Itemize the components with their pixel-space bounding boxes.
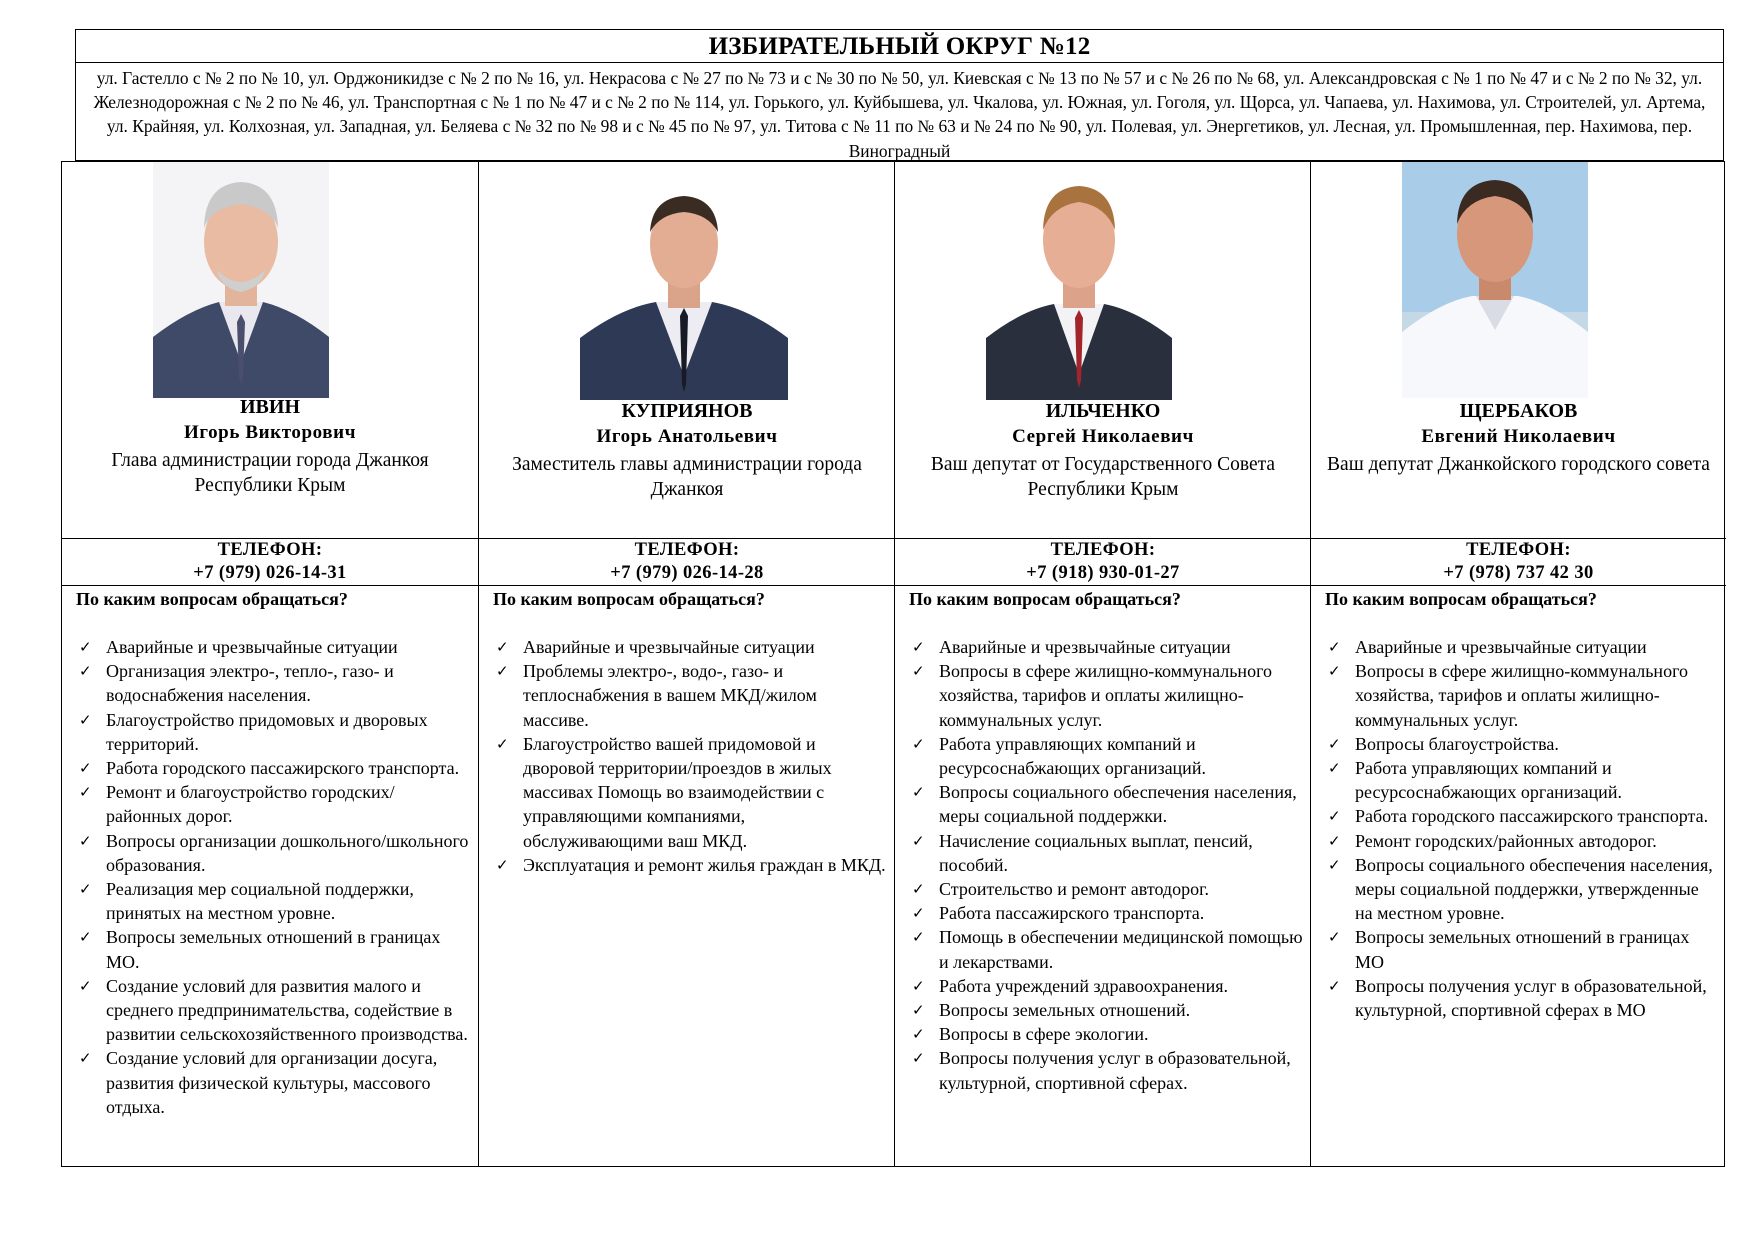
checkmark-icon: ✓ <box>79 880 92 899</box>
checkmark-icon: ✓ <box>79 638 92 656</box>
candidate-card-ilchenko <box>894 162 1311 1166</box>
issue-item: ✓ Аварийные и чрезвычайные ситуации <box>909 635 1303 659</box>
issue-item: ✓ Работа управляющих компаний и ресурсоснабжающих организаций. <box>1328 758 1622 803</box>
checkmark-icon: ✓ <box>912 1049 925 1068</box>
candidate-photo <box>1402 162 1588 398</box>
checkmark-icon: ✓ <box>1328 928 1341 947</box>
candidate-given-name: Игорь Анатольевич <box>596 426 778 447</box>
checkmark-icon: ✓ <box>79 759 92 778</box>
phone-number: +7 (979) 026-14-31 <box>193 563 347 583</box>
candidate-card-ivin <box>62 162 478 1166</box>
candidate-surname: КУПРИЯНОВ <box>621 400 753 422</box>
checkmark-icon: ✓ <box>79 783 92 802</box>
candidate-position: Заместитель главы администрации города Джанкоя <box>512 454 862 500</box>
issues-block <box>62 586 478 1119</box>
candidate-given-name: Сергей Николаевич <box>1012 426 1194 447</box>
phone-number: +7 (978) 737 42 30 <box>1443 563 1594 583</box>
issue-item: ✓ Работа городского пассажирского транспорта. <box>76 756 470 780</box>
issue-item: ✓ Работа пассажирского транспорта. <box>909 901 1303 925</box>
checkmark-icon: ✓ <box>496 662 509 681</box>
issue-item: ✓ Аварийные и чрезвычайные ситуации <box>1325 635 1718 659</box>
phone-label: ТЕЛЕФОН: <box>1050 540 1156 560</box>
checkmark-icon: ✓ <box>496 638 509 656</box>
issues-block <box>1311 586 1726 1022</box>
candidate-surname: ЩЕРБАКОВ <box>1459 400 1578 422</box>
issues-title: По каким вопросам обращаться? <box>493 589 765 609</box>
checkmark-icon: ✓ <box>912 662 925 681</box>
issue-item: ✓ Работа учреждений здравоохранения. <box>909 974 1303 998</box>
candidate-name-block <box>479 398 895 502</box>
issue-item: ✓ Создание условий для развития малого и среднего предпринимательства, содействие в развитии сельскохозяйственного производства. <box>79 975 468 1045</box>
checkmark-icon: ✓ <box>912 904 925 923</box>
issues-list <box>76 635 470 1119</box>
checkmark-icon: ✓ <box>912 783 925 802</box>
issue-item: ✓ Строительство и ремонт автодорог. <box>909 877 1303 901</box>
issue-item: ✓ Эксплуатация и ремонт жилья граждан в МКД. <box>493 853 887 877</box>
candidate-name-block <box>895 398 1311 502</box>
checkmark-icon: ✓ <box>912 831 925 850</box>
candidate-photo <box>986 166 1172 400</box>
issue-item: ✓ Вопросы земельных отношений. <box>909 998 1303 1022</box>
issue-item: ✓ Вопросы в сфере жилищно-коммунального хозяйства, тарифов и оплаты жилищно-коммунальных услуг. <box>912 661 1272 730</box>
checkmark-icon: ✓ <box>79 710 92 729</box>
phone-label: ТЕЛЕФОН: <box>1466 540 1571 560</box>
issue-item: ✓ Работа управляющих компаний и ресурсоснабжающих организаций. <box>912 733 1206 779</box>
district-streets: ул. Гастелло с № 2 по № 10, ул. Орджоникидзе с № 2 по № 16, ул. Некрасова с № 27 по № 73 и с № 30 по № 50, ул. Киевская с № 13 по № 57 и с № 26 по № 68, ул. Александровская с № 1 по № 47 и с № 2 по № 32, ул. Железнодорожная с № 2 по № 46, ул. Транспортная с № 1 по № 47 и с № 2 по № 114, ул. Горького, ул. Куйбышева, ул. Чкалова, ул. Южная, ул. Гоголя, ул. Щорса, ул. Чапаева, ул. Нахимова, ул. Строителей, ул. Артема, ул. Крайняя, ул. Колхозная, ул. Западная, ул. Беляева с № 32 по № 98 и с № 45 по № 97, ул. Титова с № 11 по № 63 и № 24 по № 90, ул. Полевая, ул. Энергетиков, ул. Лесная, ул. Промышленная, пер. Нахимова, пер. Виноградный <box>93 68 1706 161</box>
candidate-given-name: Игорь Викторович <box>183 422 357 443</box>
issues-block <box>895 586 1311 1095</box>
phone-label: ТЕЛЕФОН: <box>634 540 740 560</box>
phone-block <box>1311 538 1726 586</box>
issue-item: ✓ Вопросы в сфере экологии. <box>909 1022 1303 1046</box>
checkmark-icon: ✓ <box>79 662 92 681</box>
issues-list <box>909 635 1303 1095</box>
candidate-position: Ваш депутат от Государственного Совета Республики Крым <box>930 454 1276 500</box>
checkmark-icon: ✓ <box>912 880 925 899</box>
issue-item: ✓ Работа городского пассажирского транспорта. <box>1325 804 1718 828</box>
issue-item: ✓ Благоустройство вашей придомовой и дворовой территории/проездов в жилых массивах Помощь во взаимодействии с управляющими компаниями, обслуживающими ваш МКД. <box>496 733 832 851</box>
issue-item: ✓ Помощь в обеспечении медицинской помощью и лекарствами. <box>912 927 1303 972</box>
checkmark-icon: ✓ <box>496 734 509 753</box>
checkmark-icon: ✓ <box>1328 831 1341 850</box>
phone-label: ТЕЛЕФОН: <box>217 540 323 560</box>
issue-item: ✓ Начисление социальных выплат, пенсий, пособий. <box>912 830 1253 875</box>
issue-item: ✓ Вопросы получения услуг в образовательной, культурной, спортивной сферах. <box>912 1048 1291 1093</box>
checkmark-icon: ✓ <box>1328 976 1341 995</box>
candidate-position: Глава администрации города Джанкоя Республики Крым <box>111 450 429 496</box>
candidates-table <box>61 161 1725 1167</box>
issue-item: ✓ Вопросы в сфере жилищно-коммунального хозяйства, тарифов и оплаты жилищно-коммунальных услуг. <box>1328 661 1688 730</box>
candidate-card-shcherbakov <box>1310 162 1726 1166</box>
candidate-surname: ИВИН <box>239 396 300 418</box>
checkmark-icon: ✓ <box>912 1025 925 1044</box>
checkmark-icon: ✓ <box>912 976 925 995</box>
issues-list <box>493 635 887 877</box>
issue-item: ✓ Создание условий для организации досуга, развития физической культуры, массового отдыха. <box>79 1048 438 1117</box>
issue-item: ✓ Ремонт городских/районных автодорог. <box>1325 829 1718 853</box>
issues-title: По каким вопросам обращаться? <box>1325 589 1597 609</box>
checkmark-icon: ✓ <box>79 831 92 850</box>
checkmark-icon: ✓ <box>1328 662 1341 681</box>
phone-block <box>479 538 895 586</box>
checkmark-icon: ✓ <box>1328 759 1341 778</box>
issues-list <box>1325 635 1718 1022</box>
candidate-surname: ИЛЬЧЕНКО <box>1045 400 1161 422</box>
checkmark-icon: ✓ <box>1328 638 1341 656</box>
issue-item: ✓ Благоустройство придомовых и дворовых территорий. <box>79 709 428 754</box>
issue-item: ✓ Реализация мер социальной поддержки, принятых на местном уровне. <box>79 879 414 924</box>
candidate-card-kupriyanov <box>478 162 895 1166</box>
issue-item: ✓ Аварийные и чрезвычайные ситуации <box>493 635 887 659</box>
phone-number: +7 (979) 026-14-28 <box>610 563 764 583</box>
checkmark-icon: ✓ <box>496 855 509 874</box>
candidate-position: Ваш депутат Джанкойского городского совета <box>1327 454 1710 475</box>
candidate-given-name: Евгений Николаевич <box>1421 426 1616 447</box>
candidate-photo <box>153 162 329 398</box>
issue-item: ✓ Вопросы земельных отношений в границах МО <box>1328 927 1690 972</box>
phone-number: +7 (918) 930-01-27 <box>1026 563 1180 583</box>
checkmark-icon: ✓ <box>1328 855 1341 874</box>
checkmark-icon: ✓ <box>79 1049 92 1068</box>
issue-item: ✓ Ремонт и благоустройство городских/районных дорог. <box>79 782 395 827</box>
checkmark-icon: ✓ <box>1328 734 1341 753</box>
phone-block <box>895 538 1311 586</box>
candidate-photo <box>580 180 788 400</box>
issue-item: ✓ Вопросы организации дошкольного/школьного образования. <box>79 830 469 875</box>
checkmark-icon: ✓ <box>912 638 925 656</box>
issues-block <box>479 586 895 877</box>
issue-item: ✓ Вопросы земельных отношений в границах МО. <box>79 927 441 972</box>
candidate-name-block <box>1311 398 1726 477</box>
issue-item: ✓ Вопросы получения услуг в образовательной, культурной, спортивной сферах в МО <box>1328 975 1707 1021</box>
issue-item: ✓ Вопросы социального обеспечения населения, меры социальной поддержки, утвержденные на местном уровне. <box>1328 854 1713 924</box>
issue-item: ✓ Вопросы социального обеспечения населения, меры социальной поддержки. <box>912 782 1297 827</box>
issues-title: По каким вопросам обращаться? <box>909 589 1181 609</box>
issue-item: ✓ Вопросы благоустройства. <box>1325 732 1718 756</box>
checkmark-icon: ✓ <box>79 976 92 995</box>
district-title: ИЗБИРАТЕЛЬНЫЙ ОКРУГ №12 <box>76 30 1723 63</box>
checkmark-icon: ✓ <box>912 734 925 753</box>
checkmark-icon: ✓ <box>912 928 925 947</box>
checkmark-icon: ✓ <box>1328 807 1341 826</box>
issue-item: ✓ Аварийные и чрезвычайные ситуации <box>76 635 470 659</box>
issue-item: ✓ Проблемы электро-, водо-, газо- и теплоснабжения в вашем МКД/жилом массиве. <box>496 661 817 730</box>
checkmark-icon: ✓ <box>79 928 92 947</box>
district-header <box>75 29 1724 161</box>
issues-title: По каким вопросам обращаться? <box>76 589 348 609</box>
candidate-name-block <box>62 394 478 498</box>
checkmark-icon: ✓ <box>912 1001 925 1020</box>
issue-item: ✓ Организация электро-, тепло-, газо- и водоснабжения населения. <box>79 661 394 706</box>
phone-block <box>62 538 478 586</box>
